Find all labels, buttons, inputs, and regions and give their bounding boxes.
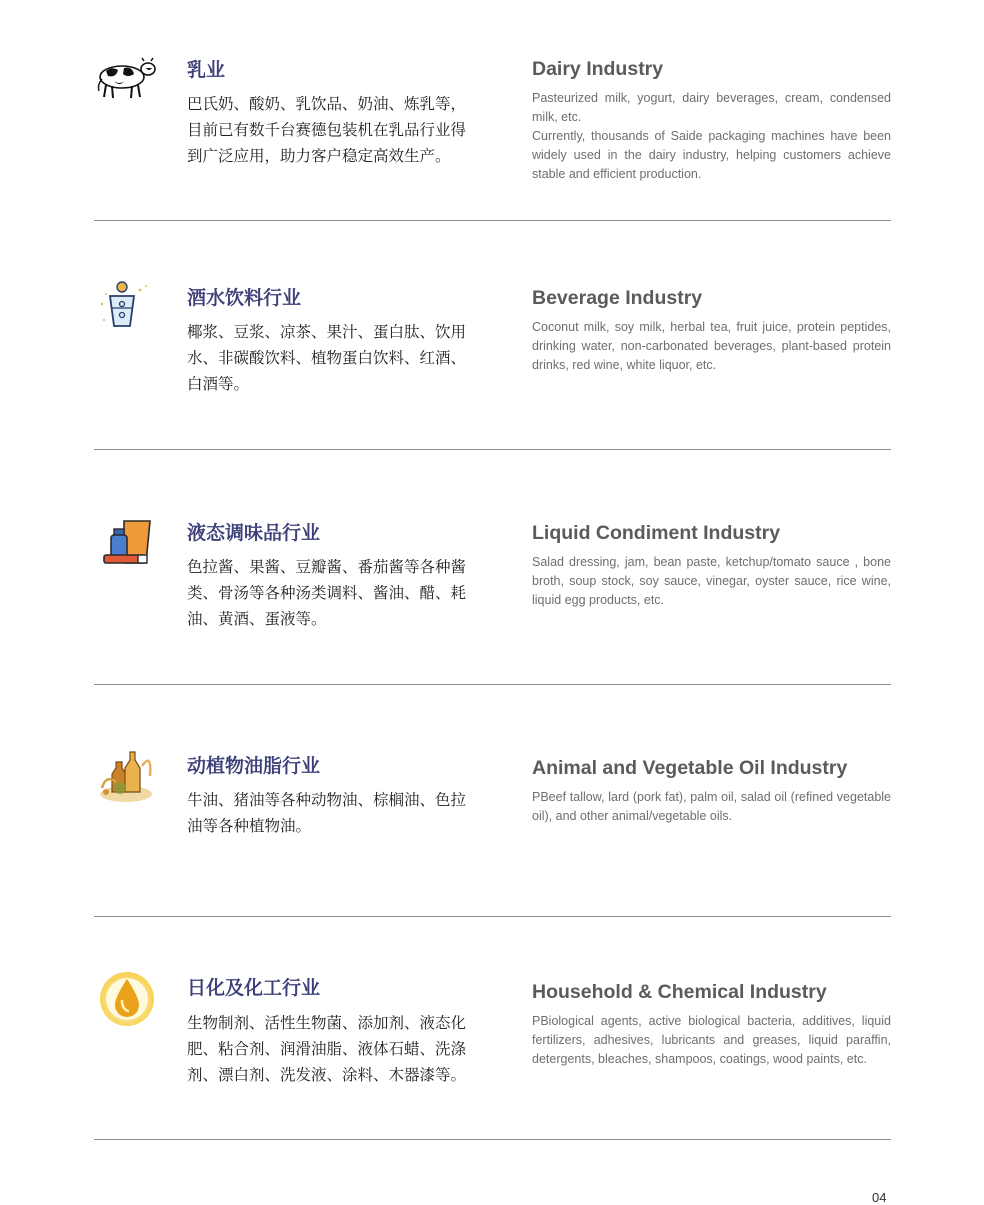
oil-title-zh: 动植物油脂行业 bbox=[187, 755, 321, 777]
beverage-description-en: Coconut milk, soy milk, herbal tea, fruit juice, protein peptides, drinking water, non-carbonated beverages, plant-based protein drinks, red wine, white liquor, etc. bbox=[532, 320, 891, 372]
condiment-bottles-icon bbox=[94, 515, 160, 575]
condiment-description-zh: 色拉酱、果酱、豆瓣酱、番茄酱等各种酱类、骨汤等各种汤类调料、酱油、醋、耗油、黄酒、蛋液等。 bbox=[187, 558, 467, 628]
beverage-title-en: Beverage Industry bbox=[532, 287, 703, 309]
dairy-title-zh: 乳业 bbox=[187, 59, 226, 81]
cow-icon bbox=[94, 55, 160, 115]
section-divider bbox=[94, 684, 891, 685]
chemical-title-zh: 日化及化工行业 bbox=[187, 977, 321, 999]
chemical-drop-icon bbox=[94, 969, 160, 1029]
oil-bottles-icon bbox=[94, 748, 160, 808]
oil-description-en: PBeef tallow, lard (pork fat), palm oil, salad oil (refined vegetable oil), and other animal/vegetable oils. bbox=[532, 790, 891, 823]
section-divider bbox=[94, 449, 891, 450]
beverage-description-zh: 椰浆、豆浆、凉茶、果汁、蛋白肽、饮用水、非碳酸饮料、植物蛋白饮料、红酒、白酒等。 bbox=[187, 323, 467, 393]
section-divider bbox=[94, 916, 891, 917]
drink-glass-icon bbox=[94, 278, 160, 338]
page-number: 04 bbox=[872, 1190, 887, 1205]
chemical-description-zh: 生物制剂、活性生物菌、添加剂、液态化肥、粘合剂、润滑油脂、液体石蜡、洗涤剂、漂白剂、洗发液、涂料、木器漆等。 bbox=[187, 1014, 467, 1084]
oil-title-en: Animal and Vegetable Oil Industry bbox=[532, 757, 848, 779]
dairy-description-zh: 巴氏奶、酸奶、乳饮品、奶油、炼乳等，目前已有数千台赛德包装机在乳品行业得到广泛应用，助力客户稳定高效生产。 bbox=[187, 95, 467, 165]
section-divider bbox=[94, 220, 891, 221]
dairy-title-en: Dairy Industry bbox=[532, 58, 664, 80]
chemical-description-en: PBiological agents, active biological bacteria, additives, liquid fertilizers, adhesives, lubricants and greases, liquid paraffin, detergents, bleaches, shampoos, coatings, wood paints, etc. bbox=[532, 1014, 891, 1066]
section-divider bbox=[94, 1139, 891, 1140]
beverage-title-zh: 酒水饮料行业 bbox=[187, 287, 302, 309]
condiment-title-en: Liquid Condiment Industry bbox=[532, 522, 781, 544]
chemical-title-en: Household & Chemical Industry bbox=[532, 981, 827, 1003]
dairy-description-en-2: Currently, thousands of Saide packaging machines have been widely used in the dairy industry, helping customers achieve stable and efficient production. bbox=[532, 129, 891, 181]
condiment-title-zh: 液态调味品行业 bbox=[187, 522, 321, 544]
oil-description-zh: 牛油、猪油等各种动物油、棕榈油、色拉油等各种植物油。 bbox=[187, 791, 467, 835]
condiment-description-en: Salad dressing, jam, bean paste, ketchup/tomato sauce , bone broth, soup stock, soy sauce, vinegar, oyster sauce, rice wine, liquid egg products, etc. bbox=[532, 555, 891, 607]
dairy-description-en: Pasteurized milk, yogurt, dairy beverages, cream, condensed milk, etc. bbox=[532, 91, 891, 124]
